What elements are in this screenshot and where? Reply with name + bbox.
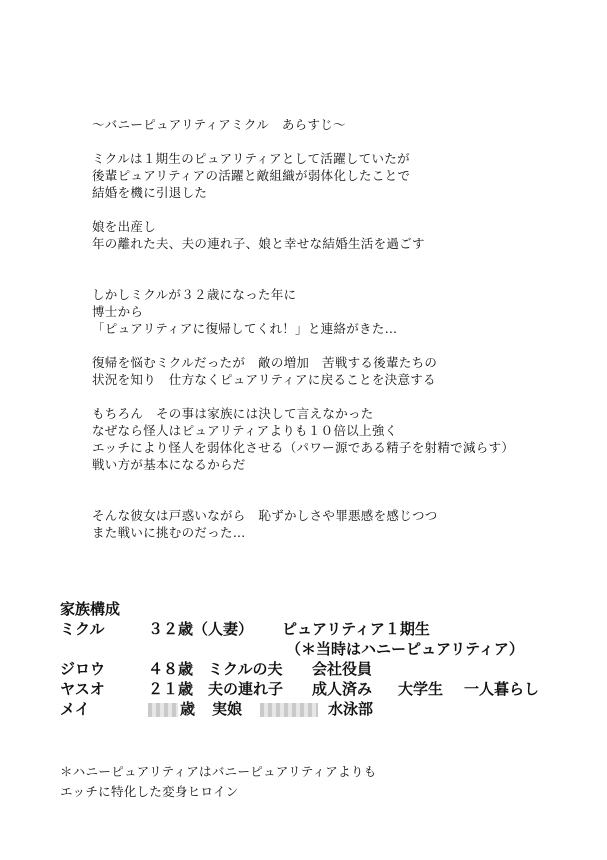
member-role: 夫の連れ子 xyxy=(208,680,284,698)
family-row-yasuo xyxy=(60,679,600,699)
member-age-suffix: 歳 xyxy=(180,700,196,718)
family-section xyxy=(60,600,600,719)
member-age: ３２歳（人妻） xyxy=(148,620,254,638)
member-job: 大学生 xyxy=(398,680,444,698)
family-row-jirou xyxy=(60,659,600,679)
family-row-mikuru-note xyxy=(60,639,600,659)
synopsis-line: 戦い方が基本になるからだ xyxy=(92,457,246,472)
member-age: ４８歳 xyxy=(148,660,194,678)
mosaic-school xyxy=(260,699,318,719)
member-role: 実娘 xyxy=(212,700,243,718)
synopsis-line: 状況を知り 仕方なくピュアリティアに戻ることを決意する xyxy=(92,372,436,387)
member-name: ヤスオ xyxy=(60,680,105,698)
family-row-mei xyxy=(60,699,600,719)
member-club: 水泳部 xyxy=(328,700,374,718)
synopsis-line: 復帰を悩むミクルだったが 敵の増加 苦戦する後輩たちの xyxy=(92,355,438,370)
family-row-mikuru xyxy=(60,619,600,639)
member-name: ジロウ xyxy=(60,660,106,678)
family-heading: 家族構成 xyxy=(60,600,121,618)
synopsis-line: 博士から xyxy=(92,304,144,319)
synopsis-line: もちろん その事は家族には決して言えなかった xyxy=(92,406,374,421)
synopsis-line: また戦いに挑むのだった… xyxy=(92,525,246,540)
footnote-line: エッチに特化した変身ヒロイン xyxy=(60,784,239,799)
synopsis-line: そんな彼女は戸惑いながら 恥ずかしさや罪悪感を感じつつ xyxy=(92,508,438,523)
synopsis-line: しかしミクルが３２歳になった年に xyxy=(92,287,297,302)
member-living: 一人暮らし xyxy=(464,680,540,698)
member-note: （＊当時はハニーピュアリティア） xyxy=(286,640,524,658)
footnote xyxy=(60,762,377,802)
synopsis-line: 娘を出産し xyxy=(92,219,157,234)
synopsis-line: エッチにより怪人を弱体化させる（パワー源である精子を射精で減らす） xyxy=(92,440,515,455)
footnote-line: ＊ハニーピュアリティアはバニーピュアリティアよりも xyxy=(60,764,377,779)
member-name: ミクル xyxy=(60,620,105,638)
synopsis-line: 結婚を機に引退した xyxy=(92,185,208,200)
member-age: ２１歳 xyxy=(148,680,194,698)
member-name: メイ xyxy=(60,700,90,718)
synopsis-line: なぜなら怪人はピュアリティアよりも１０倍以上強く xyxy=(92,423,398,438)
synopsis xyxy=(92,116,592,541)
synopsis-line: ミクルは１期生のピュアリティアとして活躍していたが xyxy=(92,151,410,166)
synopsis-line: 「ピュアリティアに復帰してくれ！」と連絡がきた… xyxy=(92,321,398,336)
member-role: ピュアリティア１期生 xyxy=(282,620,430,638)
mosaic-age xyxy=(148,699,178,719)
synopsis-title: 〜バニーピュアリティアミクル あらすじ〜 xyxy=(92,117,346,132)
member-status: 成人済み xyxy=(312,680,373,698)
member-role: ミクルの夫 xyxy=(208,660,283,678)
synopsis-line: 後輩ピュアリティアの活躍と敵組織が弱体化したことで xyxy=(92,168,411,183)
member-job: 会社役員 xyxy=(312,660,373,678)
synopsis-line: 年の離れた夫、夫の連れ子、娘と幸せな結婚生活を過ごす xyxy=(92,236,425,251)
